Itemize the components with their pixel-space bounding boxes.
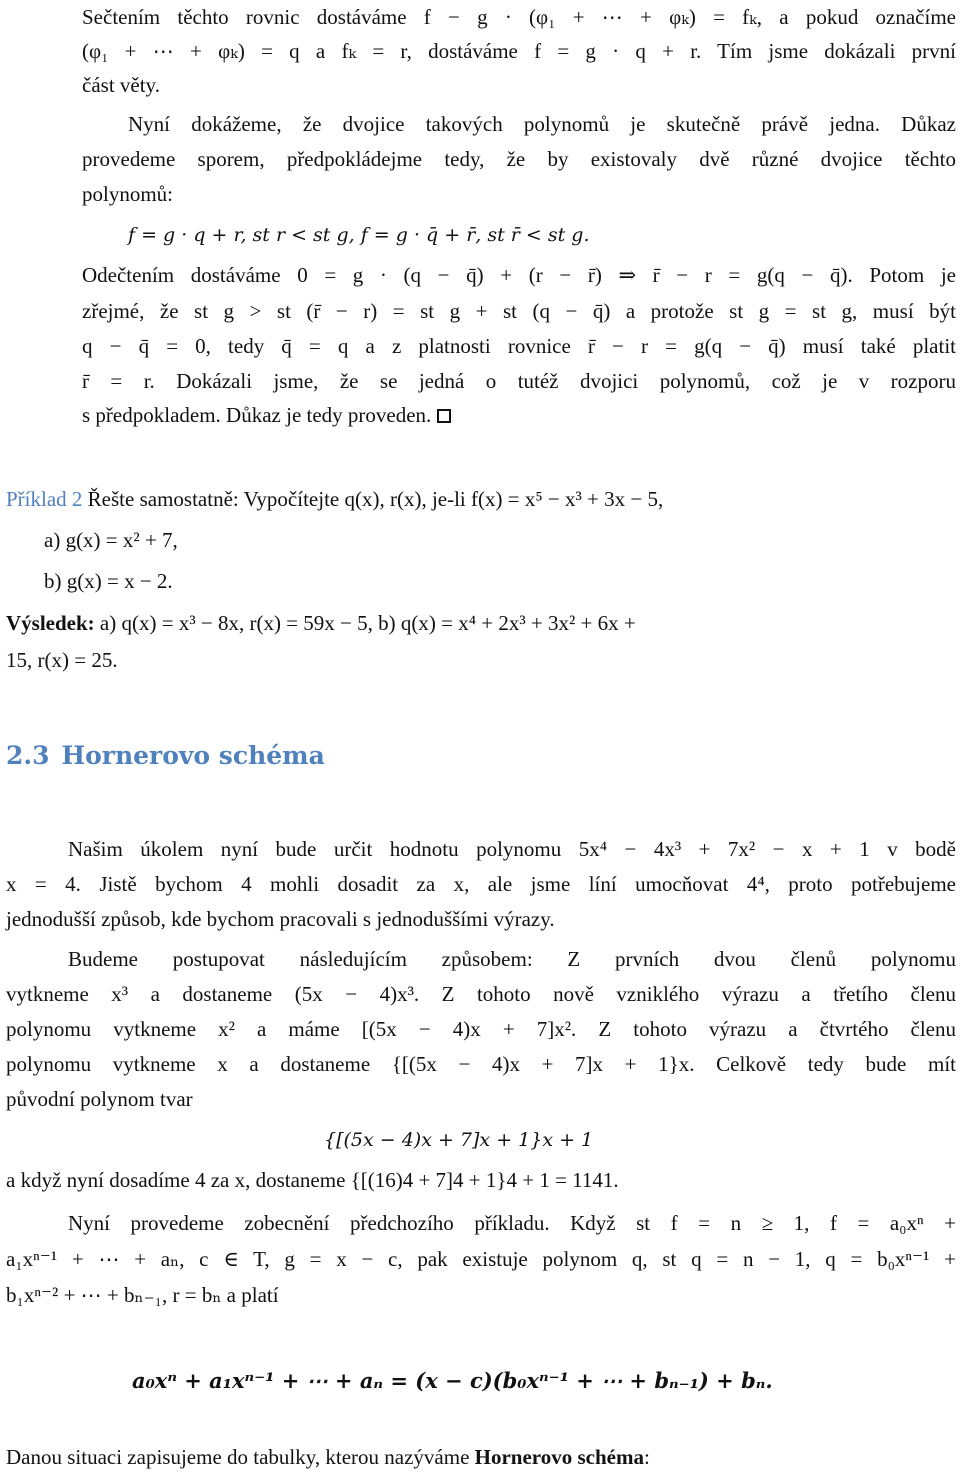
text-line: zřejmé, že st g > st (r̄ − r) = st g + st (q − q̄) a protože st g = st g, musí být	[82, 299, 956, 323]
term-hornerovo-schema: Hornerovo schéma	[474, 1445, 644, 1469]
text-segment: :	[644, 1445, 650, 1469]
text-line: Nyní provedeme zobecnění předchozího příkladu. Když st f = n ≥ 1, f = a₀xⁿ +	[68, 1211, 956, 1235]
equation: {[(5x − 4)x + 7]x + 1}x + 1	[324, 1129, 594, 1151]
text-line: vytkneme x³ a dostaneme (5x − 4)x³. Z tohoto nově vzniklého výrazu a třetího členu	[6, 982, 956, 1006]
section-number: 2.3	[6, 741, 50, 770]
result-label: Výsledek:	[6, 611, 95, 635]
result-line-2: 15, r(x) = 25.	[6, 648, 118, 672]
text-segment: Danou situaci zapisujeme do tabulky, kterou nazýváme	[6, 1445, 475, 1469]
text-line	[6, 1440, 650, 1475]
text-line: b₁xⁿ⁻² + ⋯ + bₙ₋₁, r = bₙ a platí	[6, 1283, 279, 1307]
text-line-content: s předpokladem. Důkaz je tedy proveden.	[82, 403, 432, 427]
example-label: Příklad 2	[6, 487, 83, 511]
section-heading	[6, 738, 325, 773]
example-option-a: a) g(x) = x² + 7,	[44, 528, 178, 552]
text-line: Odečtením dostáváme 0 = g · (q − q̄) + (r − r̄) ⇒ r̄ − r = g(q − q̄). Potom je	[82, 263, 956, 287]
text-line: jednodušší způsob, kde bychom pracovali s jednoduššími výrazy.	[6, 907, 555, 931]
text-line: Budeme postupovat následujícím způsobem: Z prvních dvou členů polynomu	[68, 947, 956, 971]
text-line: polynomů:	[82, 182, 174, 206]
equation: f = g · q + r, st r < st g, f = g · q̄ + r̄, st r̄ < st g.	[128, 224, 590, 246]
section-title: Hornerovo schéma	[61, 741, 325, 770]
example-option-b: b) g(x) = x − 2.	[44, 569, 173, 593]
qed-square-icon	[437, 409, 451, 423]
text-line: Nyní dokážeme, že dvojice takových polynomů je skutečně právě jedna. Důkaz	[128, 112, 956, 136]
text-line	[82, 398, 451, 433]
text-line: r̄ = r. Dokázali jsme, že se jedná o tutéž dvojici polynomů, což je v rozporu	[82, 369, 956, 393]
text-line: část věty.	[82, 73, 160, 97]
example-text: Řešte samostatně: Vypočítejte q(x), r(x), je-li f(x) = x⁵ − x³ + 3x − 5,	[87, 487, 664, 511]
text-line: Našim úkolem nyní bude určit hodnotu polynomu 5x⁴ − 4x³ + 7x² − x + 1 v bodě	[68, 837, 956, 861]
text-line: a₁xⁿ⁻¹ + ⋯ + aₙ, c ∈ T, g = x − c, pak existuje polynom q, st q = n − 1, q = b₀xⁿ⁻¹ +	[6, 1247, 956, 1271]
text-line: a když nyní dosadíme 4 za x, dostaneme {[(16)4 + 7]4 + 1}4 + 1 = 1141.	[6, 1168, 619, 1192]
equation-bold: a₀xⁿ + a₁xⁿ⁻¹ + ⋯ + aₙ = (x − c)(b₀xⁿ⁻¹ + ⋯ + bₙ₋₁) + bₙ.	[132, 1368, 773, 1393]
result-line	[6, 606, 956, 641]
text-line: q − q̄ = 0, tedy q̄ = q a z platnosti rovnice r̄ − r = g(q − q̄) musí také platit	[82, 334, 956, 358]
text-line: provedeme sporem, předpokládejme tedy, že by existovaly dvě různé dvojice těchto	[82, 147, 956, 171]
text-line: původní polynom tvar	[6, 1087, 193, 1111]
text-line: polynomu vytkneme x² a máme [(5x − 4)x + 7]x². Z tohoto výrazu a čtvrtého členu	[6, 1017, 956, 1041]
text-line: Sečtením těchto rovnic dostáváme f − g · (φ₁ + ⋯ + φₖ) = fₖ, a pokud označíme	[82, 5, 956, 29]
text-line: x = 4. Jistě bychom 4 mohli dosadit za x, ale jsme líní umocňovat 4⁴, proto potřebujeme	[6, 872, 956, 896]
text-line: polynomu vytkneme x a dostaneme {[(5x − 4)x + 7]x + 1}x. Celkově tedy bude mít	[6, 1052, 956, 1076]
result-text: a) q(x) = x³ − 8x, r(x) = 59x − 5, b) q(x) = x⁴ + 2x³ + 3x² + 6x +	[99, 611, 636, 635]
text-line: (φ₁ + ⋯ + φₖ) = q a fₖ = r, dostáváme f = g · q + r. Tím jsme dokázali první	[82, 39, 956, 63]
example-line	[6, 482, 663, 517]
